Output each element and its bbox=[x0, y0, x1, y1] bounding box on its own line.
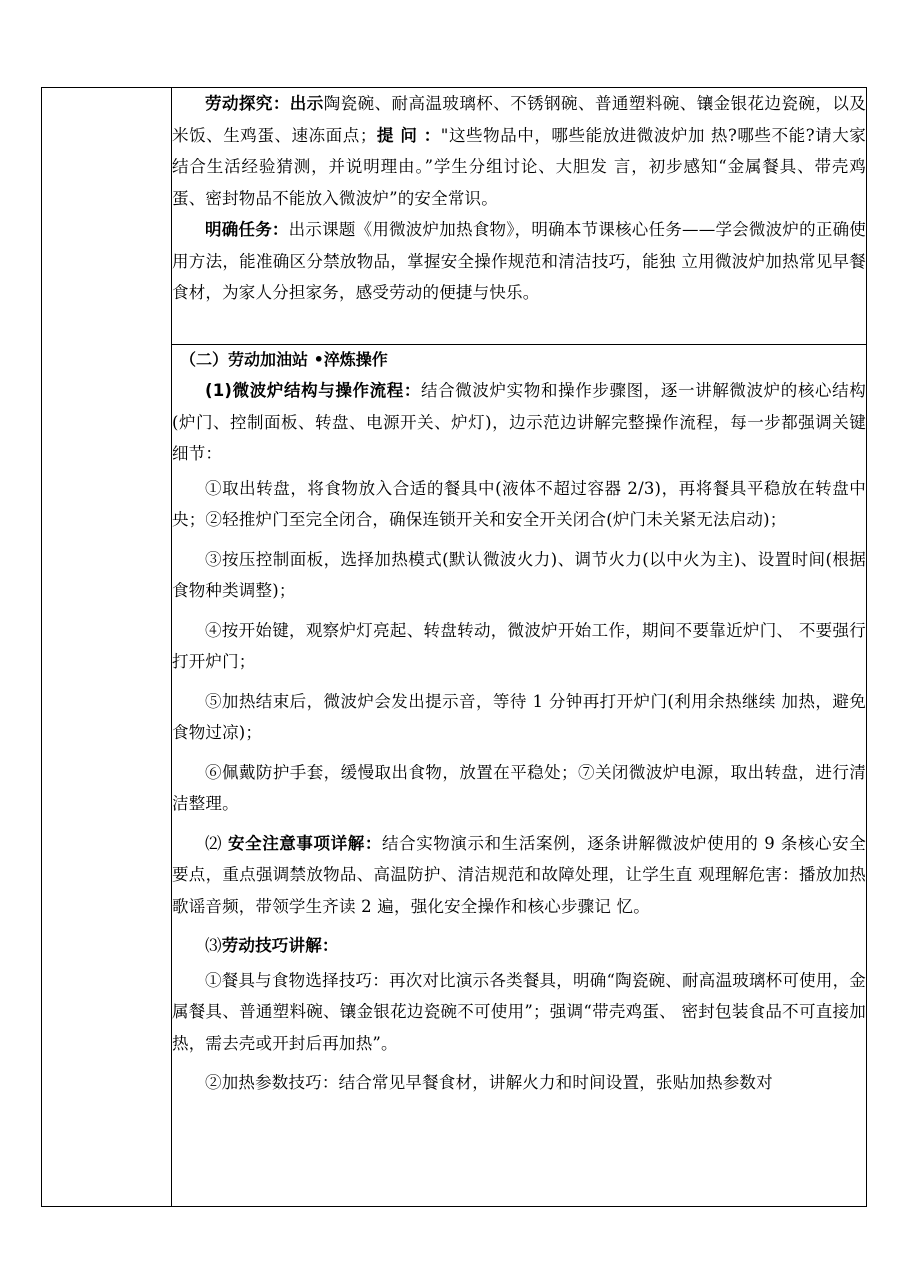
structure-text: 结合微波炉实物和操作步骤图，逐一讲解微波炉的核心结构(炉门、控制面板、转盘、电源开关、炉灯)，边示范边讲解完整操作流程，每一步都强调关键细节： bbox=[172, 381, 866, 464]
lesson-plan-table bbox=[41, 87, 867, 1207]
question-label: 提 问 ： bbox=[376, 125, 441, 145]
task-label: 明确任务： bbox=[205, 220, 289, 239]
step-4: ④按开始键，观察炉灯亮起、转盘转动，微波炉开始工作，期间不要靠近炉门、 不要强行打开炉门； bbox=[172, 620, 866, 672]
safety-number: ⑵ bbox=[205, 833, 228, 853]
intro-cell bbox=[172, 88, 867, 345]
step-1-2: ①取出转盘，将食物放入合适的餐具中(液体不超过容器 2/3)，再将餐具平稳放在转盘中央；②轻推炉门至完全闭合，确保连锁开关和安全开关闭合(炉门未关紧无法启动)； bbox=[172, 478, 866, 530]
left-column-cell bbox=[42, 88, 172, 1207]
structure-label: (1)微波炉结构与操作流程： bbox=[205, 381, 422, 401]
step-5: ⑤加热结束后，微波炉会发出提示音，等待 1 分钟再打开炉门(利用余热继续 加热，避免食物过凉)； bbox=[172, 691, 866, 743]
practice-cell bbox=[172, 345, 867, 1207]
section-heading: （二）劳动加油站 •淬炼操作 bbox=[180, 350, 388, 370]
skills-number: ⑶ bbox=[205, 936, 222, 956]
safety-paragraph bbox=[172, 828, 866, 923]
skills-label: 劳动技巧讲解： bbox=[221, 936, 339, 956]
step-6-7: ⑥佩戴防护手套，缓慢取出食物，放置在平稳处；⑦关闭微波炉电源，取出转盘，进行清洁整理。 bbox=[172, 762, 866, 814]
tip-2: ②加热参数技巧：结合常见早餐食材，讲解火力和时间设置，张贴加热参数对 bbox=[205, 1073, 773, 1093]
question-text: "这些物品中，哪些能放进微波炉加 热?哪些不能?请大家结合生活经验猜测，并说明理由。”学生分组讨论、大胆发 言，初步感知“金属餐具、带壳鸡蛋、密封物品不能放入微波炉”的安全常识。 bbox=[172, 125, 866, 208]
safety-label: 安全注意事项详解： bbox=[227, 833, 382, 853]
labor-exploration-text: 陶瓷碗、耐高温玻璃杯、不锈钢碗、普通塑料碗、镶金银花边瓷碗，以及米饭、生鸡蛋、速冻面点； bbox=[172, 94, 866, 145]
labor-exploration-label: 劳动探究：出示 bbox=[205, 94, 324, 113]
safety-text: 结合实物演示和生活案例，逐条讲解微波炉使用的 9 条核心安全要点，重点强调禁放物品、高温防护、清洁规范和故障处理，让学生直 观理解危害：播放加热歌谣音频，带领学生齐读 2 遍，强化安全操作和核心步骤记 忆。 bbox=[172, 833, 866, 916]
table-row-intro bbox=[42, 88, 867, 345]
task-text: 出示课题《用微波炉加热食物》，明确本节课核心任务——学会微波炉的正确使用方法，能准确区分禁放物品，掌握安全操作规范和清洁技巧，能独 立用微波炉加热常见早餐食材，为家人分担家务，感受劳动的便捷与快乐。 bbox=[172, 220, 867, 302]
labor-exploration-paragraph bbox=[172, 88, 866, 214]
skills-heading-paragraph bbox=[172, 930, 866, 962]
structure-paragraph bbox=[172, 375, 866, 470]
step-3: ③按压控制面板，选择加热模式(默认微波火力)、调节火力(以中火为主)、设置时间(根据食物种类调整)； bbox=[172, 549, 866, 601]
tip-1: ①餐具与食物选择技巧：再次对比演示各类餐具，明确“陶瓷碗、耐高温玻璃杯可使用，金属餐具、普通塑料碗、镶金银花边瓷碗不可使用”；强调“带壳鸡蛋、 密封包装食品不可直接加热，需去壳或开封后再加热”。 bbox=[172, 970, 866, 1053]
task-paragraph bbox=[172, 214, 866, 309]
